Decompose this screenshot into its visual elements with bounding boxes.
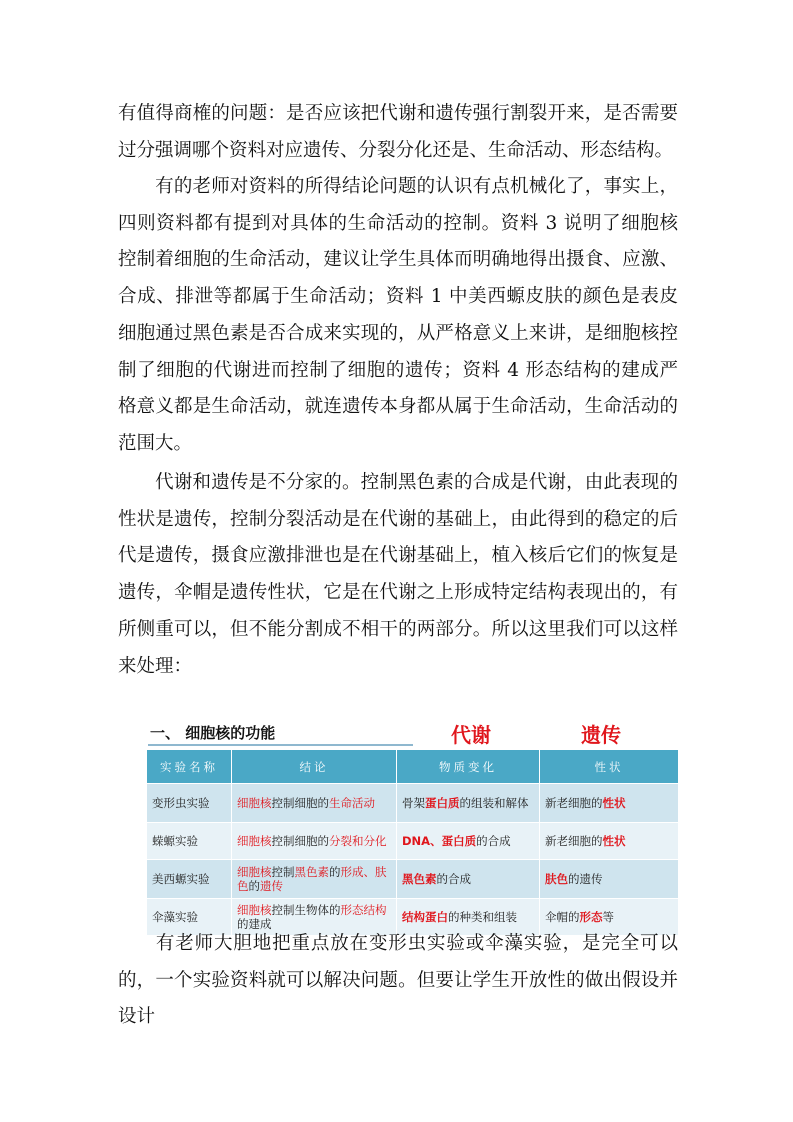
- heredity-tag: 遗传: [581, 723, 621, 747]
- trait-segment: 伞帽的: [545, 910, 580, 924]
- material-cell: [397, 823, 540, 860]
- trait-segment: 新老细胞的: [545, 796, 603, 810]
- trait-segment: 肤色: [545, 872, 568, 886]
- trait-segment: 等: [602, 910, 614, 924]
- conclusion-segment: 生命活动: [329, 796, 375, 810]
- metabolism-tag: 代谢: [451, 723, 491, 747]
- paragraph-1: [118, 96, 678, 169]
- paragraph-2: [118, 169, 678, 463]
- conclusion-segment: 控制生物体的: [271, 903, 341, 917]
- conclusion-segment: 控制: [271, 865, 295, 879]
- conclusion-segment: 控制细胞的: [271, 796, 329, 810]
- paragraph-3-text: 代谢和遗传是不分家的。控制黑色素的合成是代谢，由此表现的性状是遗传，控制分裂活动是在代谢的基础上，由此得到的稳定的后代是遗传，摄食应激排泄也是在代谢基础上，植入核后它们的恢复是遗传，伞帽是遗传性状，它是在代谢之上形成特定结构表现出的，有所侧重可以，但不能分割成不相干的两部分。所以这里我们可以这样来处理：: [118, 472, 678, 677]
- material-segment: DNA、蛋白质: [402, 834, 477, 848]
- trait-segment: 形态: [579, 910, 603, 924]
- nucleus-function-figure: [146, 716, 678, 931]
- header-conclusion: 结论: [232, 750, 397, 784]
- conclusion-segment: 细胞核: [237, 903, 272, 917]
- trait-cell: [540, 823, 679, 860]
- material-segment: 蛋白质: [425, 796, 460, 810]
- conclusion-segment: 遗传: [260, 879, 283, 893]
- paragraph-1-text: 有值得商榷的问题：是否应该把代谢和遗传强行割裂开来，是否需要过分强调哪个资料对应遗传、分裂分化还是、生命活动、形态结构。: [118, 103, 678, 161]
- table-header-row: [147, 750, 679, 784]
- trait-segment: 性状: [602, 834, 626, 848]
- conclusion-segment: 形成、肤色: [237, 865, 387, 893]
- trait-segment: 新老细胞的: [545, 834, 603, 848]
- figure-title: 一、 细胞核的功能: [150, 724, 276, 742]
- material-cell: [397, 860, 540, 899]
- trait-cell: [540, 860, 679, 899]
- conclusion-segment: 控制细胞的: [271, 834, 329, 848]
- experiment-name-cell: 美西螈实验: [147, 860, 232, 899]
- table-row: [147, 860, 679, 899]
- header-trait: 性状: [540, 750, 679, 784]
- conclusion-segment: 的: [329, 865, 341, 879]
- conclusion-segment: 的建成: [237, 917, 272, 931]
- header-experiment-name: 实验名称: [147, 750, 232, 784]
- conclusion-segment: 形态结构: [340, 903, 387, 917]
- conclusion-segment: 细胞核: [237, 796, 272, 810]
- conclusion-segment: 的: [248, 879, 260, 893]
- conclusion-segment: 细胞核: [237, 834, 272, 848]
- experiment-name-cell: 变形虫实验: [147, 784, 232, 823]
- experiment-table: [146, 749, 679, 936]
- paragraph-4: [118, 926, 678, 1036]
- paragraph-3: [118, 465, 678, 685]
- conclusion-segment: 分裂和分化: [329, 834, 387, 848]
- material-segment: 黑色素: [402, 872, 437, 886]
- material-segment: 骨架: [402, 796, 425, 810]
- conclusion-cell: [232, 823, 397, 860]
- conclusion-segment: 黑色素: [294, 865, 329, 879]
- conclusion-cell: [232, 784, 397, 823]
- material-segment: 的组装和解体: [459, 796, 529, 810]
- trait-segment: 性状: [602, 796, 626, 810]
- material-segment: 的合成: [436, 872, 471, 886]
- trait-cell: [540, 784, 679, 823]
- paragraph-2-text: 有的老师对资料的所得结论问题的认识有点机械化了，事实上，四则资料都有提到对具体的生命活动的控制。资料 3 说明了细胞核控制着细胞的生命活动，建议让学生具体而明确地得出摄食、应激、合成、排泄等都属于生命活动；资料 1 中美西螈皮肤的颜色是表皮细胞通过黑色素是否合成来实现的，从严格意义上来讲，是细胞核控制了细胞的代谢进而控制了细胞的遗传；资料 4 形态结构的建成严格意义都是生命活动，就连遗传本身都从属于生命活动，生命活动的范围大。: [118, 176, 678, 454]
- table-row: [147, 823, 679, 860]
- experiment-name-cell: 伞藻实验: [147, 899, 232, 936]
- paragraph-4-text: 有老师大胆地把重点放在变形虫实验或伞藻实验，是完全可以的，一个实验资料就可以解决问题。但要让学生开放性的做出假设并设计: [118, 933, 678, 1028]
- material-segment: 的合成: [476, 834, 511, 848]
- conclusion-segment: 细胞核: [237, 865, 272, 879]
- table-row: [147, 784, 679, 823]
- material-segment: 的种类和组装: [448, 910, 517, 924]
- conclusion-cell: [232, 860, 397, 899]
- material-cell: [397, 784, 540, 823]
- experiment-name-cell: 蝾螈实验: [147, 823, 232, 860]
- material-segment: 结构蛋白: [402, 910, 448, 924]
- header-material-change: 物质变化: [397, 750, 540, 784]
- figure-title-underline: [148, 744, 413, 746]
- trait-segment: 的遗传: [568, 872, 603, 886]
